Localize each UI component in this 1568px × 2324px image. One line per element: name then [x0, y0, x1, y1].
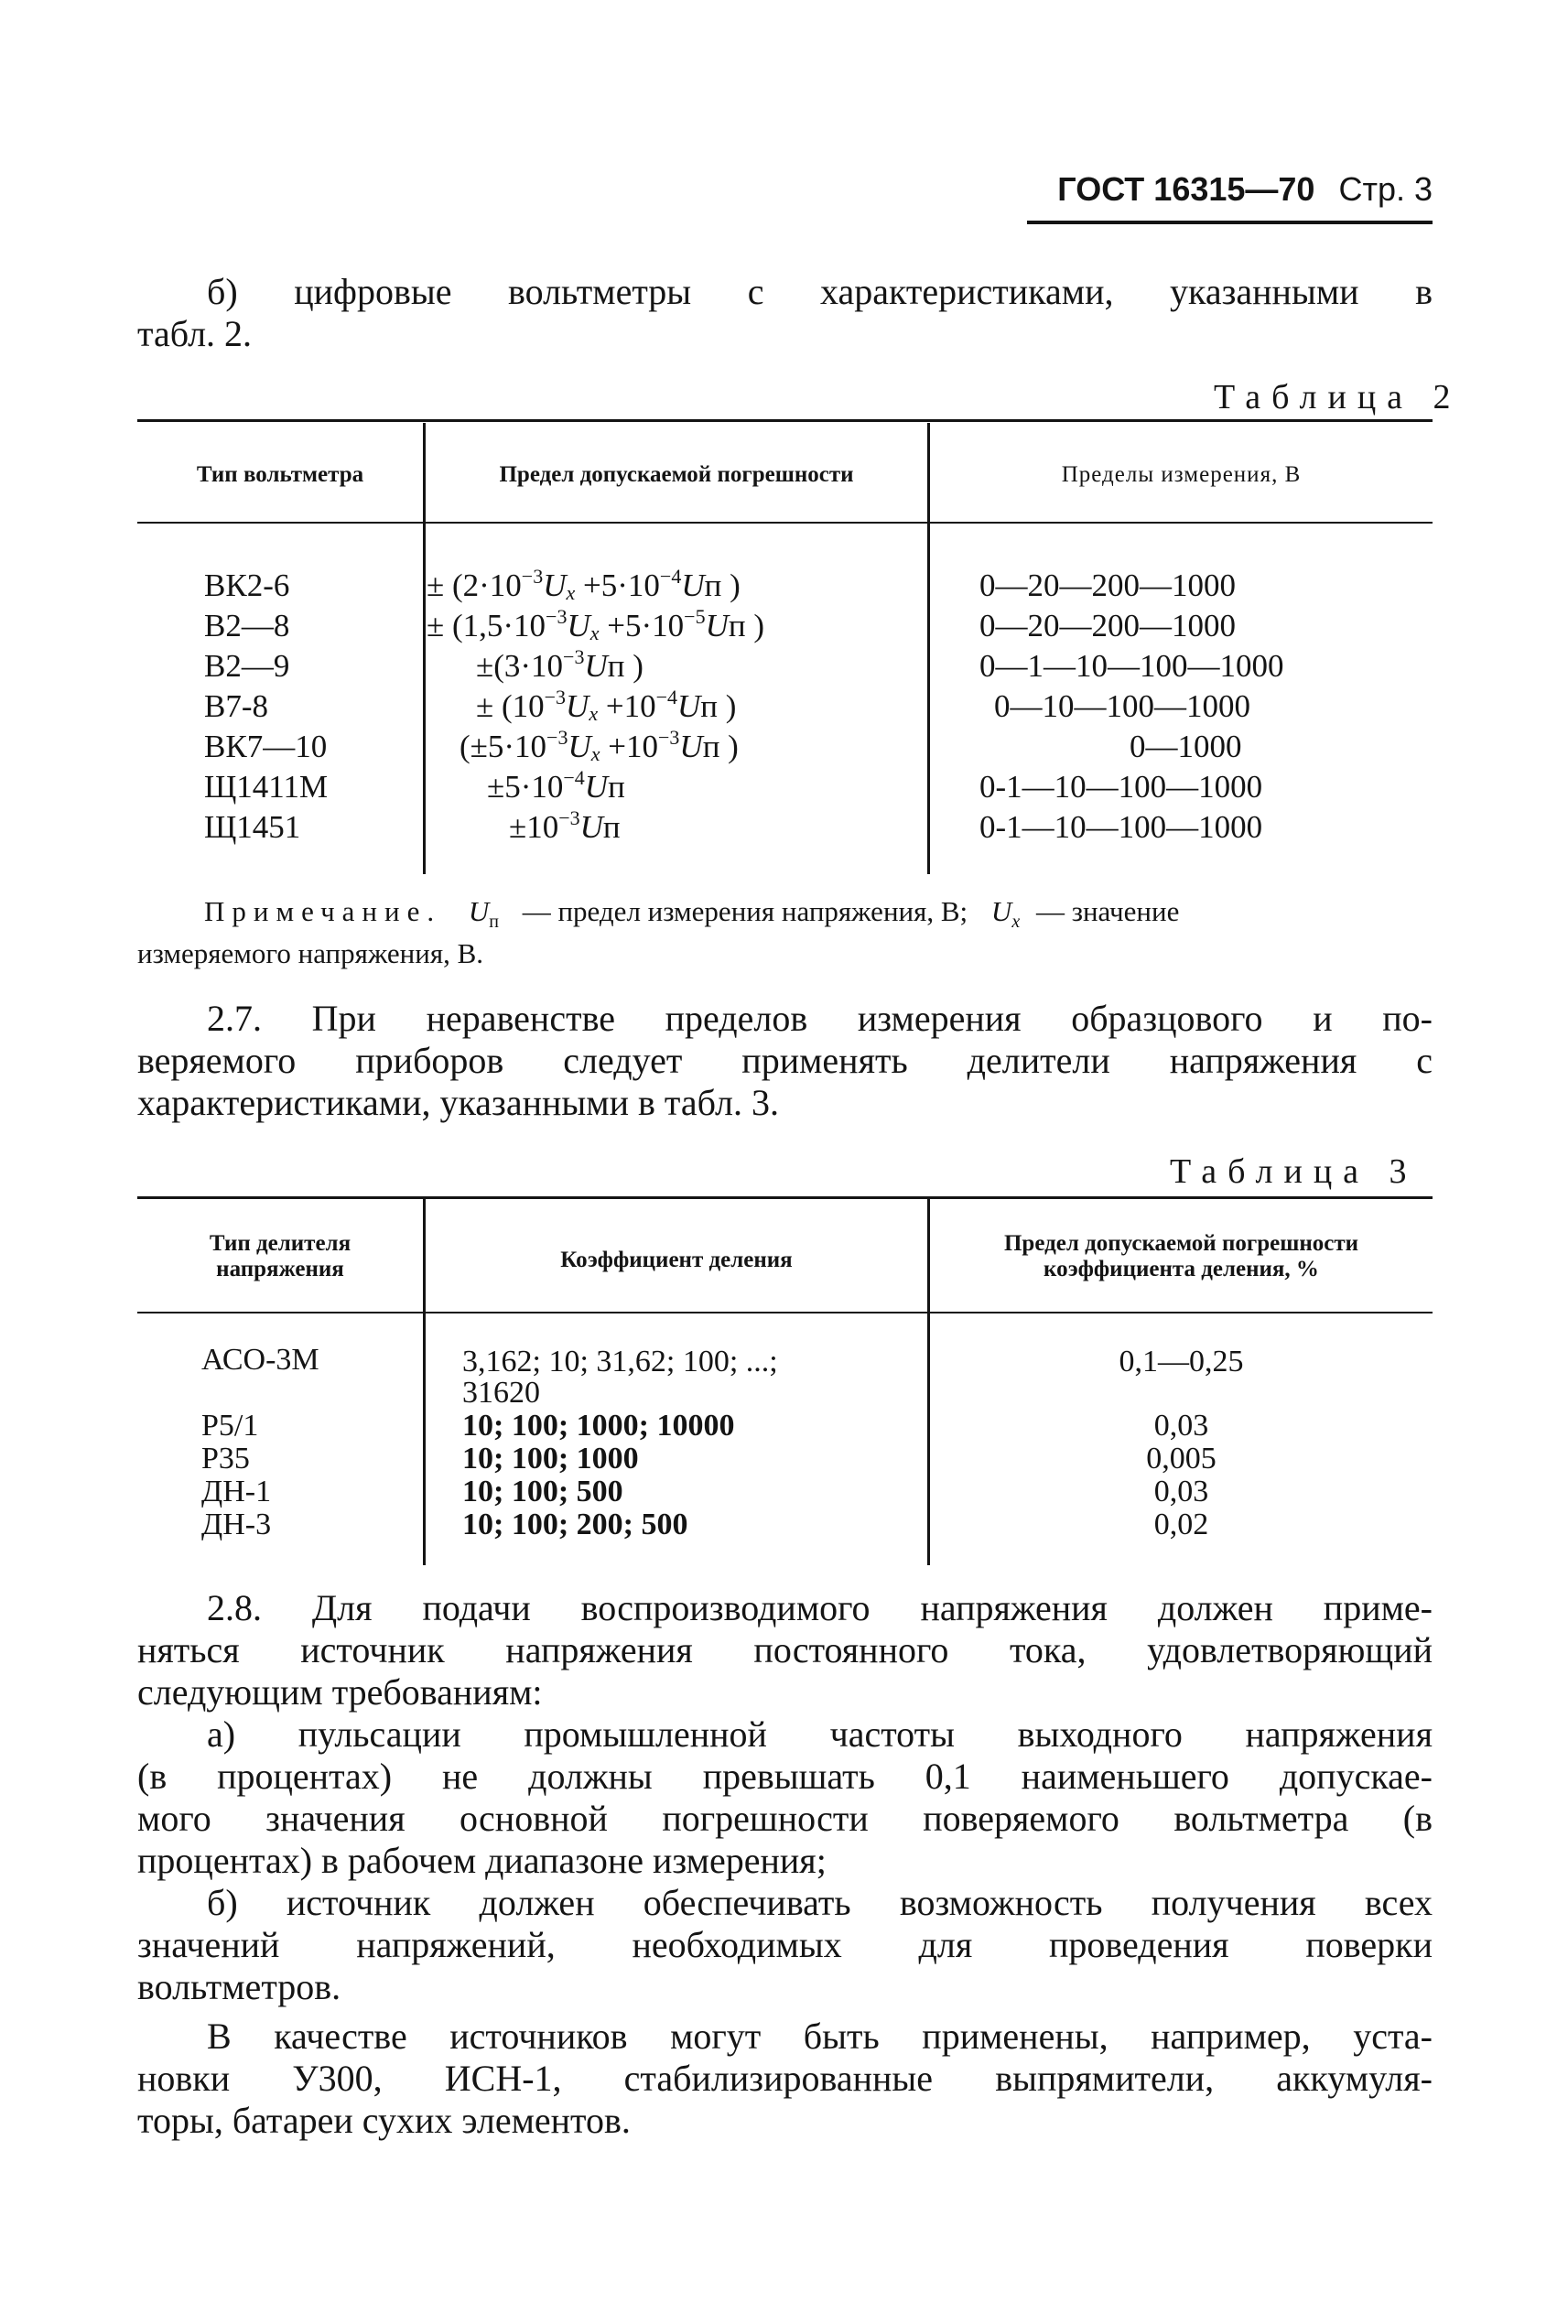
- paragraph-2-8: [137, 1587, 1433, 2142]
- paragraph-2-7: [137, 998, 1433, 1124]
- table3-row-5-coef: 10; 100; 200; 500: [462, 1508, 688, 1541]
- p28-line-4: а) пульсации промышленной частоты выходного напряжения: [207, 1713, 1433, 1755]
- table3-row-2-type: Р5/1: [201, 1409, 259, 1443]
- table3-row-5-type: ДН-3: [201, 1508, 272, 1541]
- page-header: [1007, 170, 1433, 209]
- table2-row-4-error: ± ($10^{-3}U_x +10^{-4}Uп$ ): [476, 686, 737, 725]
- table2-row-2-error: ± ($1,5\cdot 10^{-3}U_x +5\cdot 10^{-5}Uп$ ): [427, 605, 764, 644]
- note-label: Примечание.: [204, 895, 442, 927]
- p28-line-13: торы, батареи сухих элементов.: [137, 2100, 631, 2141]
- intro-paragraph: [137, 271, 1433, 355]
- table3-row-1-error: 0,1—0,25: [1119, 1345, 1244, 1378]
- table2-row-7-ranges: 0-1—10—100—1000: [979, 809, 1263, 845]
- table2-header-error: Предел допускаемой погрешности: [499, 462, 854, 487]
- table3-header-type-line1: Тип делителя: [209, 1231, 351, 1256]
- note-text-1: — предел измерения напряжения, В;: [522, 895, 968, 927]
- table2-row-3-ranges: 0—1—10—100—1000: [979, 648, 1284, 684]
- table3-header-type-line2: напряжения: [216, 1257, 344, 1281]
- table2-row-1-ranges: 0—20—200—1000: [979, 567, 1236, 603]
- p28-line-11: В качестве источников могут быть применены, например, уста-: [207, 2016, 1433, 2057]
- p27-line-2: веряемого приборов следует применять делители напряжения с: [137, 1040, 1433, 1081]
- table3-header-error-line2: коэффициента деления, %: [1044, 1257, 1319, 1281]
- table2-row-6-error: $\pm 5\cdot 10^{-4}Uп$: [487, 766, 625, 805]
- table2-row-5-error: ($\pm 5\cdot 10^{-3}U_x +10^{-3}Uп$ ): [460, 726, 739, 765]
- p28-line-12: новки У300, ИСН-1, стабилизированные выпрямители, аккумуля-: [137, 2058, 1433, 2099]
- table3-row-4-error: 0,03: [1153, 1475, 1209, 1508]
- table2-row-5-ranges: 0—1000: [1130, 729, 1242, 764]
- table2-col-divider-2: [927, 423, 930, 874]
- table3-row-4-type: ДН-1: [201, 1475, 272, 1508]
- p28-line-2: няться источник напряжения постоянного тока, удовлетворяющий: [137, 1629, 1433, 1670]
- table3-header-coef: Коэффициент деления: [560, 1248, 793, 1272]
- table2-row-4-type: В7-8: [204, 688, 268, 724]
- table2-row-1-type: ВК2-6: [204, 567, 290, 603]
- p28-line-6: мого значения основной погрешности поверяемого вольтметра (в: [137, 1798, 1433, 1839]
- table3-row-3-coef: 10; 100; 1000: [462, 1442, 639, 1475]
- standard-number: ГОСТ 16315—70: [1057, 170, 1315, 208]
- p28-line-9: значений напряжений, необходимых для проведения поверки: [137, 1924, 1433, 1965]
- p28-line-8: б) источник должен обеспечивать возможность получения всех: [207, 1882, 1433, 1923]
- table3-row-1-coef-cont: 31620: [462, 1376, 540, 1410]
- table2-row-7-type: Щ1451: [204, 809, 301, 845]
- table3-header-error-line1: Предел допускаемой погрешности: [1003, 1231, 1359, 1256]
- table2-header-type: Тип вольтметра: [196, 462, 364, 487]
- table2-row-5-type: ВК7—10: [204, 729, 328, 764]
- p27-line-1: 2.7. При неравенстве пределов измерения образцового и по-: [207, 998, 1433, 1039]
- note-text-2: — значение: [1035, 895, 1180, 927]
- table3-header-rule: [137, 1312, 1433, 1313]
- table2-row-4-ranges: 0—10—100—1000: [994, 688, 1250, 724]
- table2-caption: Таблица 2: [1214, 378, 1462, 416]
- table2-note-line-2: измеряемого напряжения, В.: [137, 937, 484, 969]
- table3-top-rule: [137, 1196, 1433, 1199]
- table3-header-error: [930, 1231, 1433, 1282]
- table3-header-type: [137, 1231, 423, 1282]
- table3-row-5-error: 0,02: [1153, 1508, 1209, 1541]
- header-rule: [1027, 221, 1433, 224]
- table2-row-3-type: В2—9: [204, 648, 290, 684]
- table2-row-6-ranges: 0-1—10—100—1000: [979, 769, 1263, 805]
- table2-header-ranges: Пределы измерения, В: [1061, 462, 1302, 487]
- p27-line-3: характеристиками, указанными в табл. 3.: [137, 1082, 779, 1123]
- intro-line-1: б) цифровые вольтметры с характеристиками, указанными в: [207, 271, 1433, 312]
- intro-line-2: табл. 2.: [137, 313, 253, 354]
- table2-header-rule: [137, 522, 1433, 524]
- table3-row-3-type: Р35: [201, 1442, 250, 1475]
- p28-line-7: процентах) в рабочем диапазоне измерения;: [137, 1840, 827, 1881]
- table3-row-1-coef: 3,162; 10; 31,62; 100; ...;: [462, 1345, 778, 1378]
- table2-top-rule: [137, 419, 1433, 422]
- table2-note: Примечание. $U_п$ — предел измерения напряжения, В; $U_x$ — значение: [204, 895, 1180, 933]
- p28-line-1: 2.8. Для подачи воспроизводимого напряжения должен приме-: [207, 1587, 1433, 1628]
- table2-row-6-type: Щ1411М: [204, 769, 329, 805]
- table3-row-2-coef: 10; 100; 1000; 10000: [462, 1409, 735, 1443]
- table2-row-7-error: $\pm 10^{-3}Uп$: [509, 806, 621, 845]
- p28-line-10: вольтметров.: [137, 1966, 341, 2007]
- table2-row-1-error: ± ($2\cdot 10^{-3}U_x +5\cdot 10^{-4}Uп$ ): [427, 565, 741, 604]
- table2-row-2-ranges: 0—20—200—1000: [979, 608, 1236, 643]
- table3-caption: Таблица 3: [1170, 1152, 1418, 1191]
- table2-row-2-type: В2—8: [204, 608, 290, 643]
- table2-col-divider-1: [423, 423, 426, 874]
- table3-row-1-type: АСО-3М: [201, 1343, 319, 1377]
- p28-line-5: (в процентах) не должны превышать 0,1 наименьшего допускае-: [137, 1756, 1433, 1797]
- page-number: Стр. 3: [1338, 170, 1433, 208]
- table3-row-3-error: 0,005: [1146, 1442, 1217, 1475]
- p28-line-3: следующим требованиям:: [137, 1671, 543, 1713]
- table3-row-2-error: 0,03: [1153, 1409, 1209, 1443]
- table2-row-3-error: $\pm(3\cdot 10^{-3}Uп$ ): [476, 645, 643, 684]
- table3-row-4-coef: 10; 100; 500: [462, 1475, 623, 1508]
